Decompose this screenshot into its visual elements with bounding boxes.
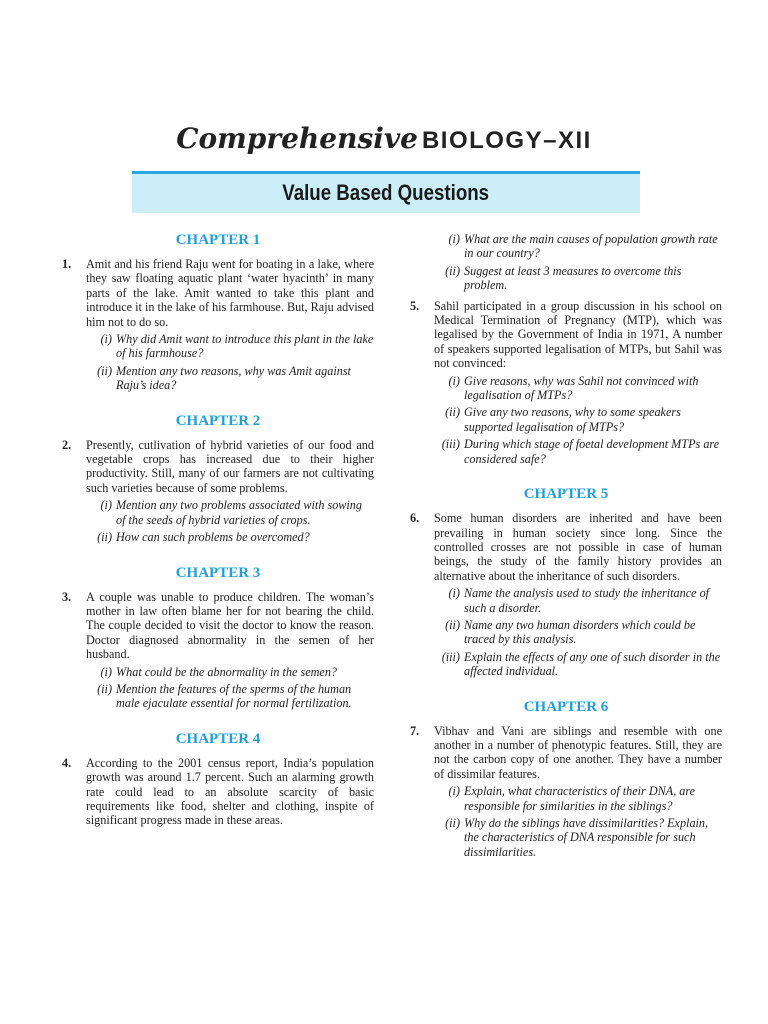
sub-number: (i) xyxy=(100,498,112,513)
question-5 xyxy=(410,299,722,466)
question-number: 7. xyxy=(410,723,420,738)
chapter-heading-4: CHAPTER 4 xyxy=(175,730,261,747)
sub-number: (ii) xyxy=(97,363,112,378)
question-text: According to the 2001 census report, India’s population growth was around 1.7 percent. Such an alarming growth rate could lead to an absolute scarcity of basic requirements like food, shelter and clothing, inspite of significant progress made in these areas. xyxy=(86,755,374,828)
sub-question-text: Suggest at least 3 measures to overcome this problem. xyxy=(464,263,682,293)
sub-number: (ii) xyxy=(97,681,112,696)
sub-question-text: Name the analysis used to study the inheritance of such a disorder. xyxy=(464,586,710,615)
sub-number: (ii) xyxy=(97,530,112,545)
sub-question-text: What are the main causes of population growth rate in our country? xyxy=(464,232,718,261)
question-number: 4. xyxy=(62,755,72,770)
sub-question-text: Explain the effects of any one of such disorder in the affected individual. xyxy=(464,649,721,679)
section-title: Value Based Questions xyxy=(282,180,490,205)
question-number: 6. xyxy=(410,511,420,526)
sub-number: (iii) xyxy=(441,649,460,664)
question-number: 5. xyxy=(410,298,420,313)
question-text: Sahil participated in a group discussion in his school on Medical Termination of Pregnancy (MTP), which was legalised by the Government of India in 1971, A number of speakers supported legalisation of MTPs, but Sahil was not convinced: xyxy=(434,298,722,371)
sub-number: (ii) xyxy=(445,816,460,830)
question-text: Amit and his friend Raju went for boating in a lake, where they saw floating aquatic plant ‘water hyacinth’ in many parts of the lake. Amit wanted to take this plant and introduce it in the lake of his farmhouse. But, Raju advised him not to do so. xyxy=(86,257,374,329)
sub-number: (i) xyxy=(448,586,460,601)
question-2 xyxy=(62,438,374,545)
sub-number: (i) xyxy=(100,332,112,347)
sub-question-text: Mention any two problems associated with sowing of the seeds of hybrid varieties of crops. xyxy=(116,498,362,527)
question-text: Vibhav and Vani are siblings and resemble with one another in a number of phenotypic features. Still, they are not the carbon copy of one another. They have a number of dissimilar features. xyxy=(434,723,722,781)
sub-question-text: What could be the abnormality in the semen? xyxy=(116,664,338,679)
book-title-main: BIOLOGY–XII xyxy=(421,127,592,154)
sub-number: (iii) xyxy=(441,437,460,452)
chapter-heading-5: CHAPTER 5 xyxy=(523,486,609,503)
question-number: 3. xyxy=(62,589,72,604)
question-text: A couple was unable to produce children. The woman’s mother in law often blame her for not bearing the child. The couple decided to visit the doctor to know the reason. Doctor diagnosed abnormality in the semen of her husband. xyxy=(86,589,374,662)
sub-question-text: How can such problems be overcomed? xyxy=(116,530,310,545)
sub-number: (ii) xyxy=(445,263,460,278)
sub-question-text: Mention any two reasons, why was Amit against Raju’s idea? xyxy=(116,363,351,393)
sub-number: (ii) xyxy=(445,405,460,420)
right-column xyxy=(410,232,722,871)
book-title-script: Comprehensive xyxy=(176,122,418,155)
sub-number: (i) xyxy=(448,232,460,246)
sub-number: (i) xyxy=(448,784,460,799)
chapter-heading-1: CHAPTER 1 xyxy=(175,232,261,248)
chapter-heading-2: CHAPTER 2 xyxy=(175,412,261,429)
sub-question-text: Give any two reasons, why to some speakers supported legalisation of MTPs? xyxy=(464,405,681,434)
question-number: 2. xyxy=(62,437,72,452)
sub-number: (i) xyxy=(100,664,112,679)
section-title-band xyxy=(132,171,640,213)
book-title xyxy=(0,122,768,155)
sub-question-text: Give reasons, why was Sahil not convinced with legalisation of MTPs? xyxy=(464,373,699,403)
sub-number: (i) xyxy=(448,373,460,388)
sub-question-text: Why did Amit want to introduce this plant in the lake of his farmhouse? xyxy=(116,332,374,361)
question-text: Presently, cutlivation of hybrid varieties of our food and vegetable crops has increased due to their higher productivity. Still, many of our farmers are not cultivating such varieties because of some problems. xyxy=(86,437,374,495)
sub-question-text: Explain, what characteristics of their DNA, are responsible for similarities in the siblings? xyxy=(464,784,696,813)
left-column xyxy=(62,232,374,840)
question-4-continued xyxy=(410,232,722,293)
question-1 xyxy=(62,257,374,393)
question-3 xyxy=(62,590,374,711)
chapter-heading-3: CHAPTER 3 xyxy=(175,564,261,581)
question-number: 1. xyxy=(62,257,72,271)
sub-question-text: Mention the features of the sperms of the human male ejaculate essential for normal fertilization. xyxy=(116,681,352,711)
sub-number: (ii) xyxy=(445,617,460,632)
sub-question-text: During which stage of foetal development MTPs are considered safe? xyxy=(464,437,720,466)
chapter-heading-6: CHAPTER 6 xyxy=(523,698,609,715)
sub-question-text: Name any two human disorders which could be traced by this analysis. xyxy=(464,617,696,647)
question-text: Some human disorders are inherited and have been prevailing in human society since long. Since the controlled crosses are not possible in case of human beings, the study of the family history provides an alternative about the inheritance of such disorders. xyxy=(434,511,722,583)
question-7 xyxy=(410,724,722,860)
sub-question-text: Why do the siblings have dissimilarities? Explain, the characteristics of DNA responsible for such dissimilarities. xyxy=(464,816,709,859)
question-4 xyxy=(62,756,374,828)
question-6 xyxy=(410,511,722,678)
